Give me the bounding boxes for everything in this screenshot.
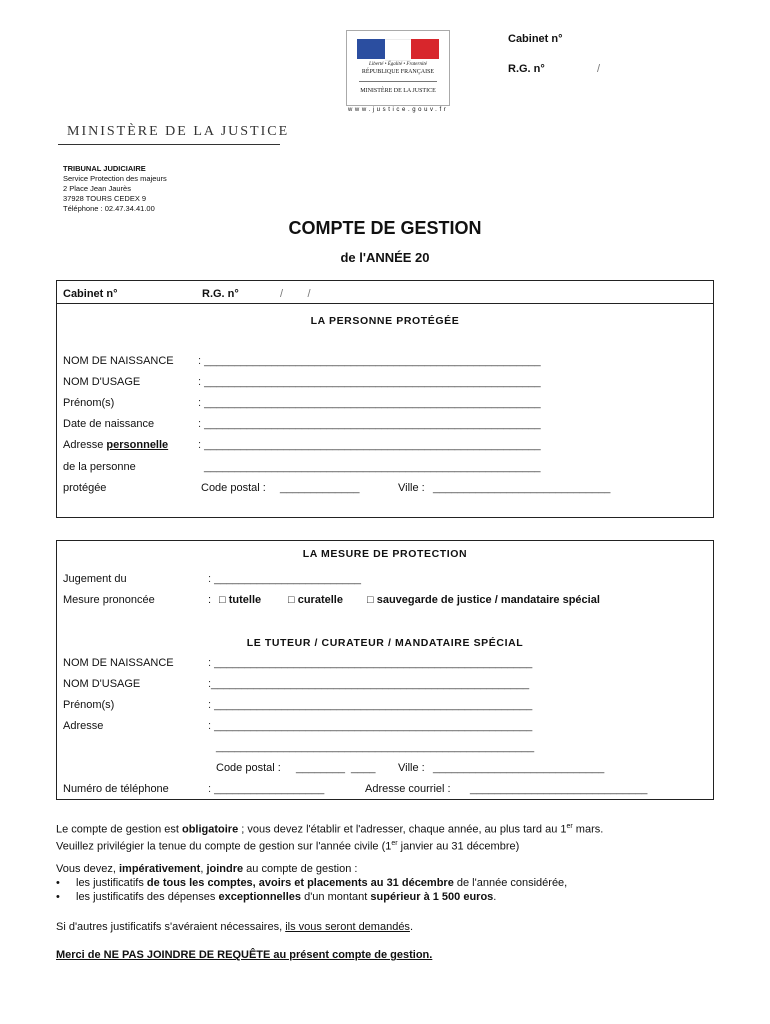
field-ville[interactable]: _____________________________ xyxy=(433,482,611,494)
field-code-postal[interactable]: _____________ xyxy=(280,482,360,494)
box1-rg-label: R.G. n° xyxy=(202,288,239,300)
label-tuteur-ville: Ville : xyxy=(398,762,425,774)
section-personne-protegee: LA PERSONNE PROTÉGÉE xyxy=(310,315,460,327)
tribunal-phone: Téléphone : 02.47.34.41.00 xyxy=(63,204,155,213)
field-tuteur-nom-usage[interactable]: :____________________________________________________ xyxy=(208,678,530,690)
ministere-divider xyxy=(58,144,280,145)
label-nom-usage: NOM D'USAGE xyxy=(63,376,141,388)
field-tuteur-prenoms[interactable]: : ____________________________________________________ xyxy=(208,699,533,711)
field-adresse-line2[interactable]: _______________________________________________________ xyxy=(204,461,541,473)
field-jugement[interactable]: : ________________________ xyxy=(208,573,361,585)
tribunal-street: 2 Place Jean Jaurès xyxy=(63,184,131,193)
label-adresse-line3: protégée xyxy=(63,482,107,494)
checkbox-icon[interactable]: □ xyxy=(367,594,374,606)
label-tuteur-nom-naissance: NOM DE NAISSANCE xyxy=(63,657,174,669)
tribunal-name: TRIBUNAL JUDICIAIRE xyxy=(63,164,146,173)
field-prenoms[interactable]: : _______________________________________________________ xyxy=(198,397,541,409)
label-tuteur-nom-usage: NOM D'USAGE xyxy=(63,678,141,690)
website-text: www.justice.gouv.fr xyxy=(348,107,449,113)
label-courriel: Adresse courriel : xyxy=(365,783,451,795)
field-tuteur-nom-naissance[interactable]: : ____________________________________________________ xyxy=(208,657,533,669)
label-adresse-line2: de la personne xyxy=(63,461,136,473)
label-tuteur-code-postal: Code postal : xyxy=(216,762,281,774)
field-courriel[interactable]: _____________________________ xyxy=(470,783,648,795)
tribunal-service: Service Protection des majeurs xyxy=(63,174,167,183)
label-nom-naissance: NOM DE NAISSANCE xyxy=(63,355,174,367)
bullet-item: • les justificatifs des dépenses exceptionnelles d'un montant supérieur à 1 500 euros. xyxy=(56,891,497,903)
label-tuteur-adresse: Adresse xyxy=(63,720,104,732)
bullet-item: • les justificatifs de tous les comptes, avoirs et placements au 31 décembre de l'année considérée, xyxy=(56,877,568,889)
field-tuteur-ville[interactable]: ____________________________ xyxy=(433,762,605,774)
label-jugement: Jugement du xyxy=(63,573,127,585)
french-flag-icon xyxy=(357,39,439,59)
page-title: COMPTE DE GESTION xyxy=(288,218,482,238)
section-tuteur: LE TUTEUR / CURATEUR / MANDATAIRE SPÉCIAL xyxy=(246,637,524,649)
checkbox-icon[interactable]: □ xyxy=(219,594,226,606)
field-date-naissance[interactable]: : _______________________________________________________ xyxy=(198,418,541,430)
logo-republique: RÉPUBLIQUE FRANÇAISE xyxy=(361,69,435,75)
section-mesure-protection: LA MESURE DE PROTECTION xyxy=(302,548,468,560)
label-code-postal: Code postal : xyxy=(201,482,266,494)
instructions-paragraph-3: Si d'autres justificatifs s'avéraient nécessaires, ils vous seront demandés. xyxy=(56,921,413,933)
label-ville: Ville : xyxy=(398,482,425,494)
field-nom-usage[interactable]: : _______________________________________________________ xyxy=(198,376,541,388)
header-rg-slash: / xyxy=(597,63,601,75)
ministere-title: MINISTÈRE DE LA JUSTICE xyxy=(67,124,290,139)
logo-ministere: MINISTÈRE DE LA JUSTICE xyxy=(360,88,436,94)
logo-devise: Liberté • Égalité • Fraternité xyxy=(369,62,427,67)
option-sauvegarde[interactable]: □ sauvegarde de justice / mandataire spécial xyxy=(367,594,600,606)
field-tuteur-adresse-line2[interactable]: ____________________________________________________ xyxy=(216,741,535,753)
label-tuteur-prenoms: Prénom(s) xyxy=(63,699,115,711)
field-nom-naissance[interactable]: : _______________________________________________________ xyxy=(198,355,541,367)
box1-rg-slashes: / / xyxy=(280,288,311,300)
label-adresse: Adresse personnelle xyxy=(63,439,169,451)
page-subtitle: de l'ANNÉE 20 xyxy=(340,250,430,265)
label-prenoms: Prénom(s) xyxy=(63,397,115,409)
box1-cabinet-label: Cabinet n° xyxy=(63,288,118,300)
instructions-paragraph-2: Vous devez, impérativement, joindre au compte de gestion : • les justificatifs de tous les comptes, avoirs et placements au 31 décembre de l'année considérée, • les justificatifs des dépenses exceptionnelles d'un montant supérieur à 1 500 euros. xyxy=(56,862,716,904)
field-tuteur-adresse[interactable]: : ____________________________________________________ xyxy=(208,720,533,732)
header-rg-label: R.G. n° xyxy=(508,63,545,75)
header-cabinet-label: Cabinet n° xyxy=(508,33,563,45)
label-date-naissance: Date de naissance xyxy=(63,418,155,430)
label-telephone: Numéro de téléphone xyxy=(63,783,169,795)
instructions-warning: Merci de NE PAS JOINDRE DE REQUÊTE au présent compte de gestion. xyxy=(56,949,433,961)
option-curatelle[interactable]: □ curatelle xyxy=(288,594,343,606)
instructions-paragraph-1: Le compte de gestion est obligatoire ; vous devez l'établir et l'adresser, chaque année, au plus tard au 1er mars. Veuillez privilégier la tenue du compte de gestion sur l'année civile (1er janvier au 31 décembre) xyxy=(56,823,604,853)
option-tutelle[interactable]: □ tutelle xyxy=(219,594,262,606)
box1-divider xyxy=(56,303,714,304)
tribunal-city: 37928 TOURS CEDEX 9 xyxy=(63,194,147,203)
mesure-protection-box xyxy=(56,540,714,800)
field-adresse[interactable]: : _______________________________________________________ xyxy=(198,439,541,451)
field-tuteur-code-postal[interactable]: ________ ____ xyxy=(296,762,376,774)
field-telephone[interactable]: : __________________ xyxy=(208,783,325,795)
checkbox-icon[interactable]: □ xyxy=(288,594,295,606)
label-mesure: Mesure prononcée xyxy=(63,594,155,606)
tribunal-address xyxy=(63,164,167,214)
ministry-logo xyxy=(346,30,450,106)
